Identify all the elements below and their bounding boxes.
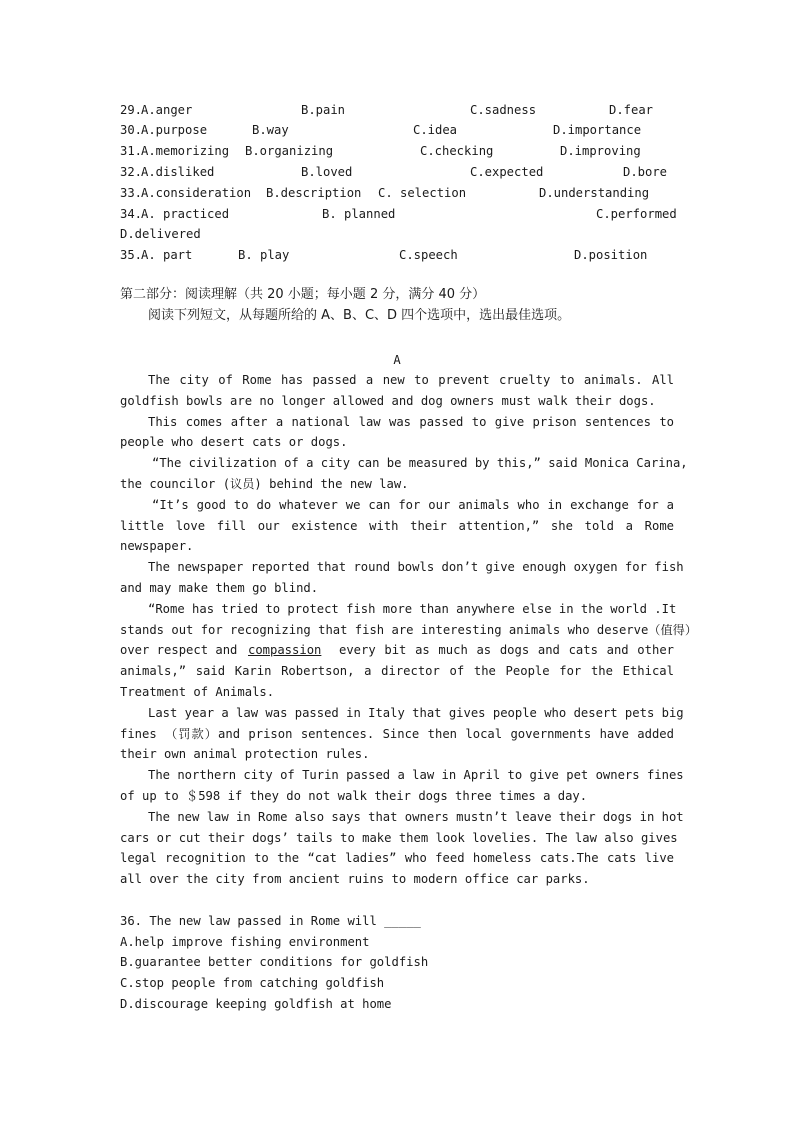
question-number: 32. <box>120 165 143 179</box>
passage-line: little love fill our existence with their attention,” she told a Rome <box>120 518 674 533</box>
option-b: B.organizing <box>245 144 334 158</box>
passage-line: The newspaper reported that round bowls don’t give enough oxygen for fish <box>148 560 684 575</box>
option-a: A. part <box>141 248 193 262</box>
option-b: B. planned <box>322 207 396 221</box>
answer-option-a: A.help improve fishing environment <box>120 935 370 949</box>
option-d: D.position <box>574 248 648 262</box>
passage-line: goldfish bowls are no longer allowed and dog owners must walk their dogs. <box>120 393 656 408</box>
option-c: C.sadness <box>470 103 537 117</box>
passage-fragment: every bit as much as dogs and cats and other <box>339 643 674 658</box>
option-b: B.description <box>266 186 362 200</box>
option-d: D.bore <box>623 165 668 179</box>
option-a: A.anger <box>141 103 193 117</box>
option-a: A.memorizing <box>141 144 230 158</box>
option-a: A.disliked <box>141 165 215 179</box>
passage-line: the councilor (议员) behind the new law. <box>120 476 409 491</box>
question-number: 30. <box>120 123 143 137</box>
passage-line: “The civilization of a city can be measured by this,” said Monica Carina, <box>152 456 688 471</box>
question-number: 34. <box>120 207 143 221</box>
passage-line: all over the city from ancient ruins to modern office car parks. <box>120 872 590 887</box>
passage-line: and may make them go blind. <box>120 580 319 595</box>
passage-line: stands out for recognizing that fish are interesting animals who deserve（值得） <box>120 622 698 637</box>
option-c: C.checking <box>420 144 494 158</box>
option-a: A.purpose <box>141 123 208 137</box>
option-d: D.importance <box>553 123 642 137</box>
question-number: 33. <box>120 186 143 200</box>
question-number: 35. <box>120 248 143 262</box>
passage-line: newspaper. <box>120 539 194 554</box>
option-c: C. selection <box>378 186 467 200</box>
passage-line: This comes after a national law was passed to give prison sentences to <box>148 414 674 429</box>
passage-line: cars or cut their dogs’ tails to make them look lovelies. The law also gives <box>120 830 678 845</box>
passage-line: animals,” said Karin Robertson, a director of the People for the Ethical <box>120 664 674 679</box>
option-c: C.idea <box>413 123 458 137</box>
option-d: D.delivered <box>120 227 201 241</box>
passage-line: The northern city of Turin passed a law in April to give pet owners fines <box>148 768 684 783</box>
passage-line: their own animal protection rules. <box>120 747 370 762</box>
question-stem: 36. The new law passed in Rome will _____ <box>120 914 421 928</box>
question-number: 31. <box>120 144 143 158</box>
option-d: D.fear <box>609 103 654 117</box>
passage-line: “Rome has tried to protect fish more than anywhere else in the world .It <box>148 601 677 616</box>
passage-label: A <box>393 353 401 367</box>
passage-line: The new law in Rome also says that owners mustn’t leave their dogs in hot <box>148 809 684 824</box>
passage-line: The city of Rome has passed a new to prevent cruelty to animals. All <box>148 373 674 387</box>
option-b: B.pain <box>301 103 346 117</box>
answer-option-c: C.stop people from catching goldfish <box>120 976 385 990</box>
passage-line: Last year a law was passed in Italy that gives people who desert pets big <box>148 705 684 720</box>
passage-line: “It’s good to do whatever we can for our animals who in exchange for a <box>152 497 674 512</box>
option-d: D.understanding <box>539 186 650 200</box>
passage-fragment: over respect and <box>120 643 238 658</box>
answer-option-d: D.discourage keeping goldfish at home <box>120 997 392 1011</box>
section-title: 第二部分：阅读理解（共 20 小题；每小题 2 分，满分 40 分） <box>120 287 486 302</box>
answer-option-b: B.guarantee better conditions for goldfish <box>120 955 429 969</box>
option-a: A.consideration <box>141 186 252 200</box>
option-c: C.expected <box>470 165 544 179</box>
question-number: 29. <box>120 103 143 117</box>
passage-line: people who desert cats or dogs. <box>120 435 348 450</box>
passage-line: fines （罚款）and prison sentences. Since then local governments have added <box>120 726 674 741</box>
passage-line-compassion <box>120 640 674 661</box>
passage-line: of up to ＄598 if they do not walk their dogs three times a day. <box>120 788 588 803</box>
option-b: B.way <box>252 123 289 137</box>
underlined-word: compassion <box>248 643 322 658</box>
option-b: B. play <box>238 248 290 262</box>
passage-body <box>120 370 698 890</box>
option-d: D.improving <box>560 144 641 158</box>
passage-line: Treatment of Animals. <box>120 684 275 699</box>
option-a: A. practiced <box>141 207 230 221</box>
option-c: C.performed <box>596 207 677 221</box>
section-instruction: 阅读下列短文，从每题所给的 A、B、C、D 四个选项中，选出最佳选项。 <box>148 308 571 323</box>
passage-line: legal recognition to the “cat ladies” who feed homeless cats.The cats live <box>120 851 674 866</box>
option-b: B.loved <box>301 165 353 179</box>
option-c: C.speech <box>399 248 458 262</box>
